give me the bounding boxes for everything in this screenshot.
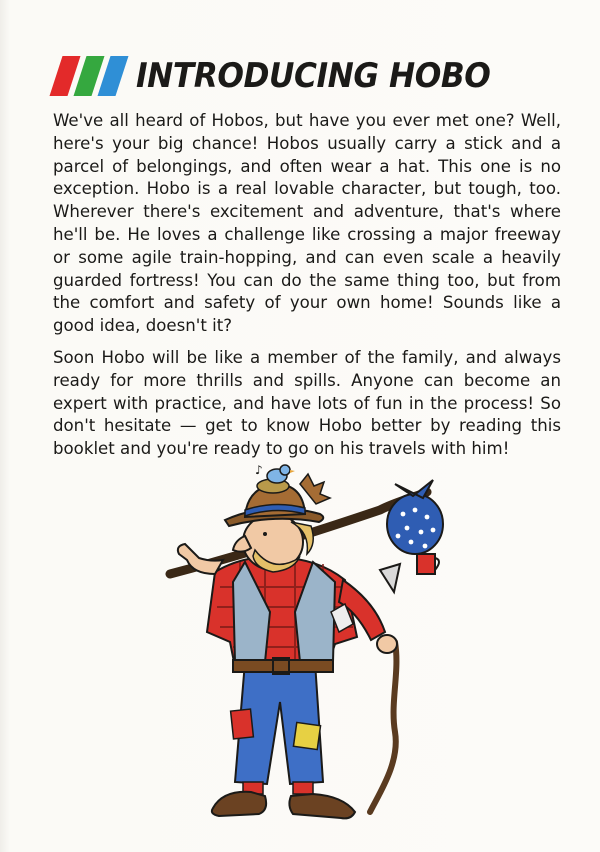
paragraph-1: We've all heard of Hobos, but have you ever met one? Well, here's your big chance! Hobos usually carry a stick and a parcel of belongings, and often wear a hat. This one is no exception. Hobo is a real lovable character, but tough, too. Wherever there's excitement and adventure, that's where he'll be. He loves a challenge like crossing a major freeway or some agile train-hopping, and can even scale a heavily guarded fortress! You can do the same thing too, but from the comfort and safety of your own home! Sounds like a good idea, doesn't it? <box>53 111 561 336</box>
svg-text:♪: ♪ <box>255 463 263 477</box>
intro-text <box>53 110 561 470</box>
color-stripes-logo <box>56 56 122 96</box>
page-title: INTRODUCING HOBO <box>136 56 491 96</box>
hobo-character-illustration-icon <box>95 462 515 842</box>
section-header <box>56 54 521 98</box>
paragraph-2: Soon Hobo will be like a member of the family, and always ready for more thrills and spills. Anyone can become an expert with practice, and have lots of fun in the process! So don't hesitate — get to know Hobo better by reading this booklet and you're ready to go on his travels with him! <box>53 347 561 459</box>
